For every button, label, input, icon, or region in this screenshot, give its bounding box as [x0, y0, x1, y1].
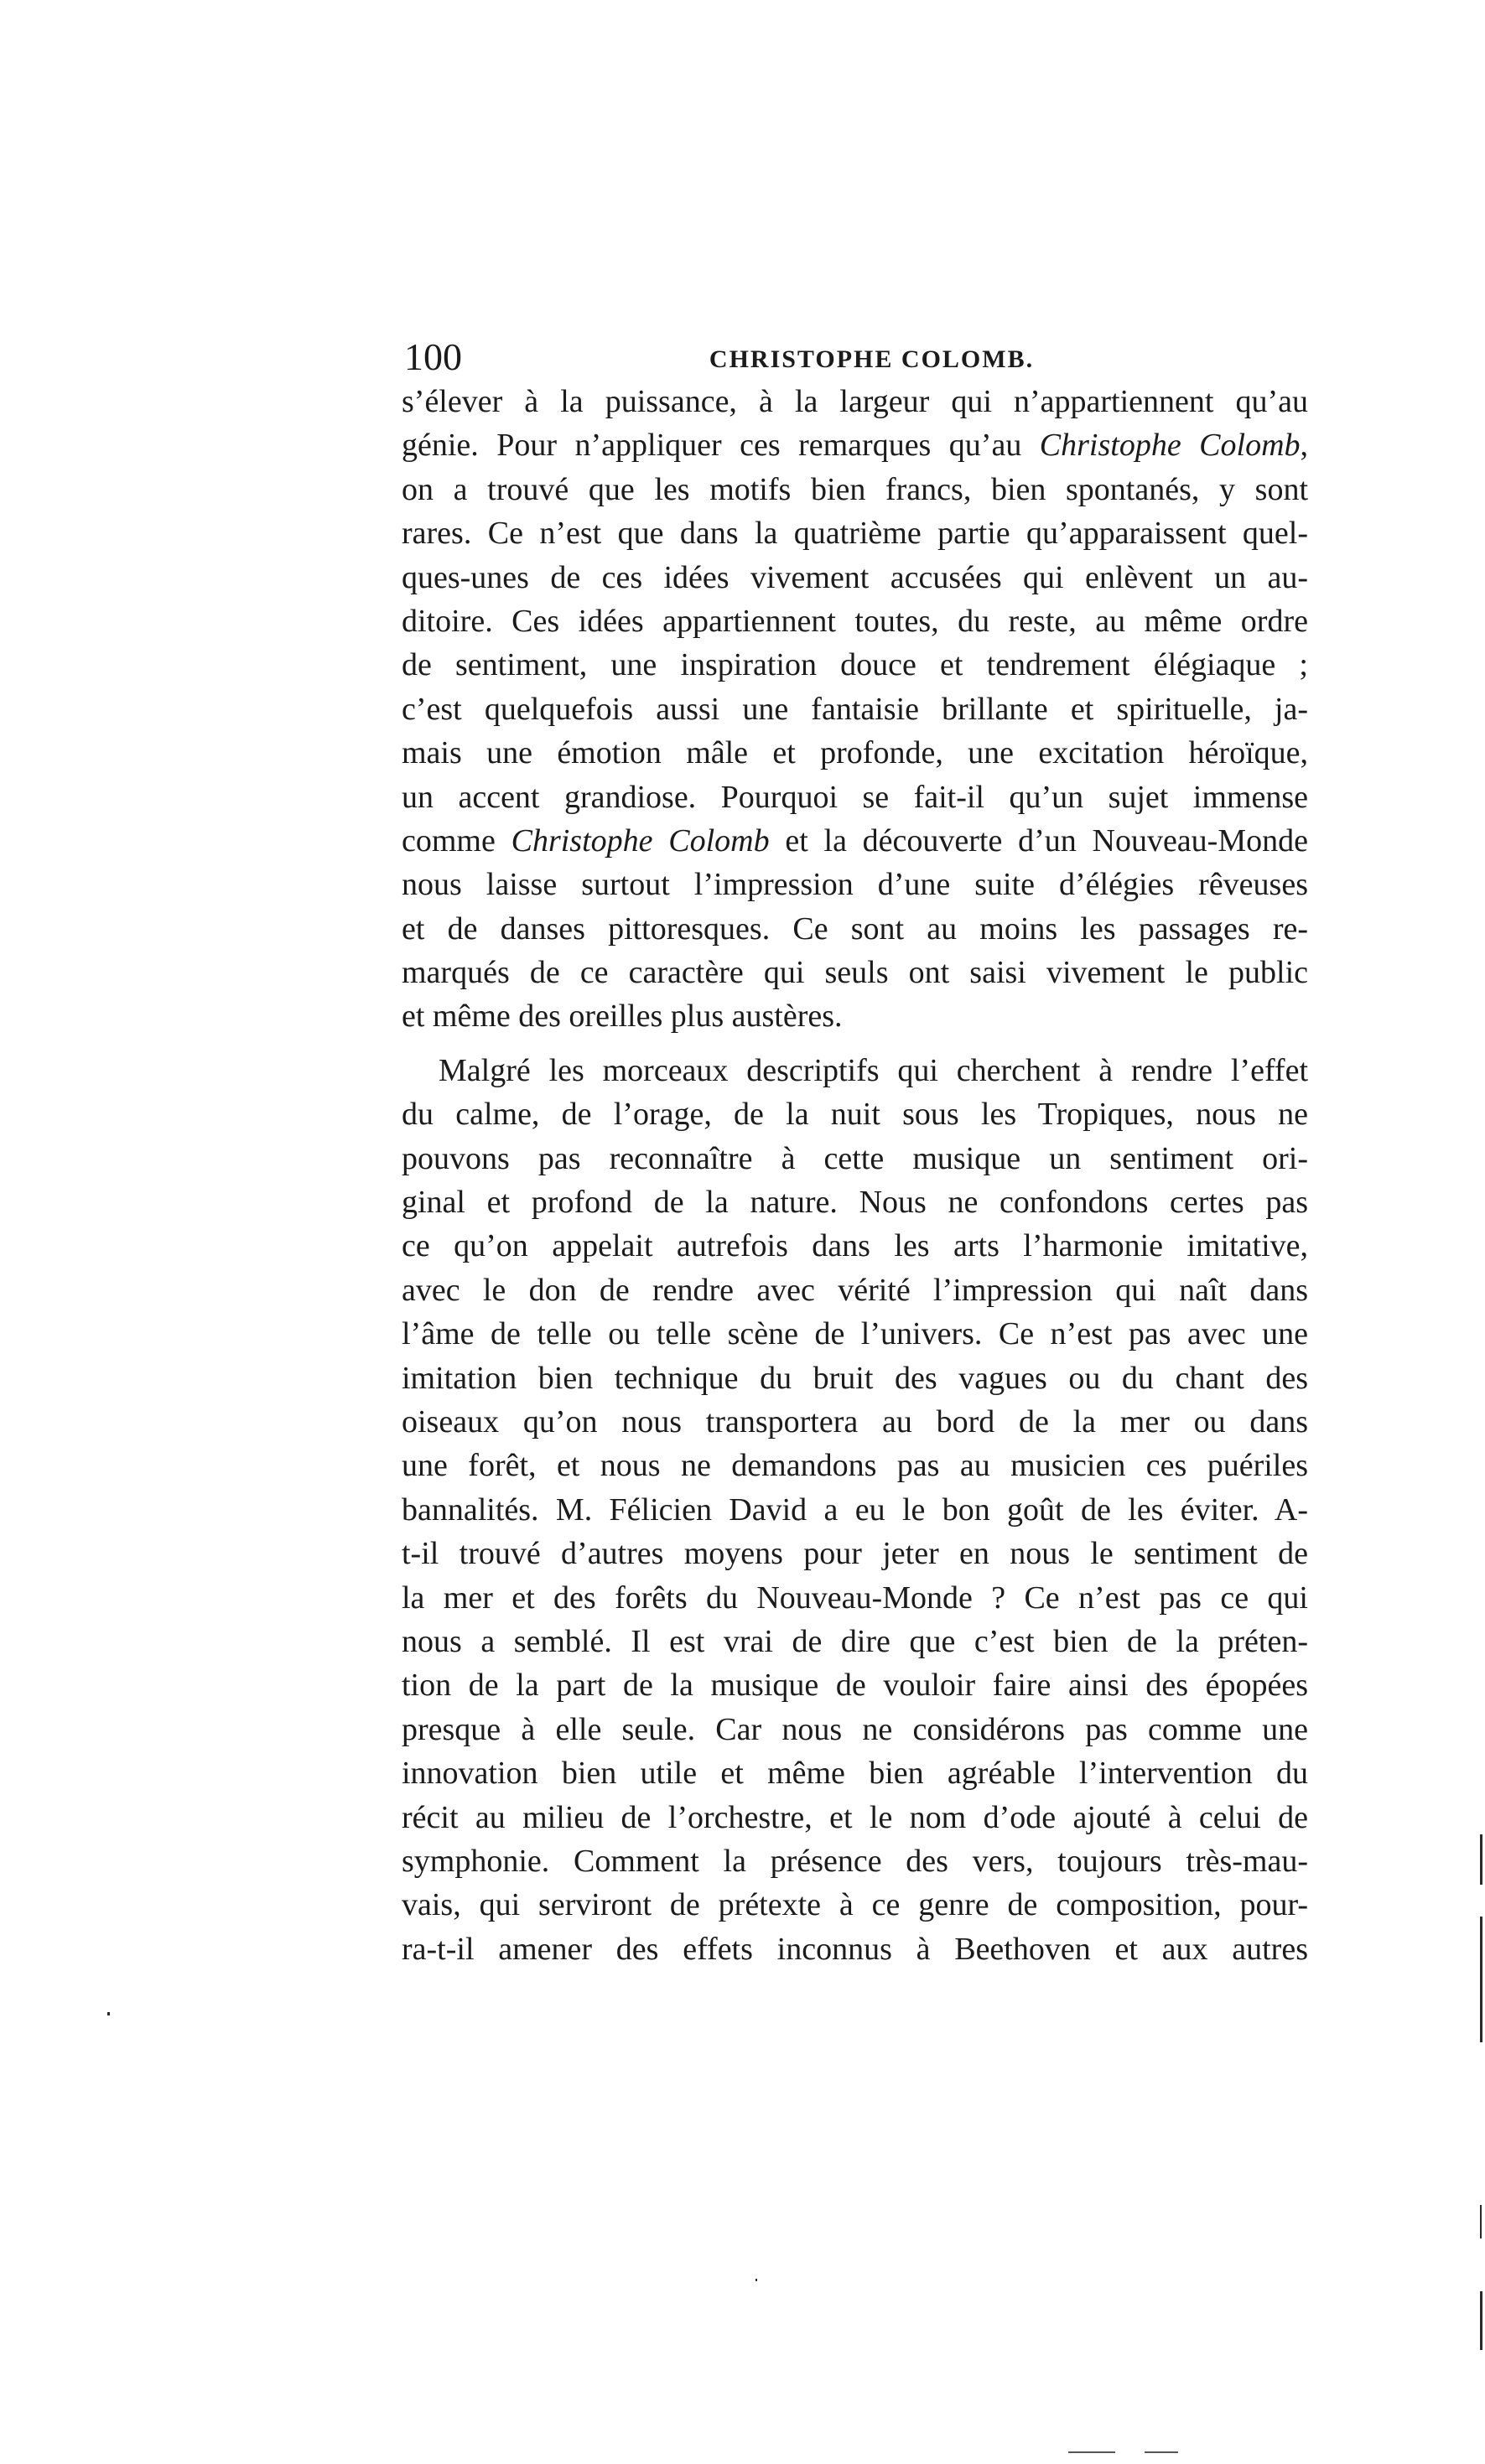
text-line: s’élever à la puissance, à la largeur qui n’appartiennent qu’au [402, 384, 1308, 419]
scan-mark [1480, 1834, 1482, 1885]
text-line: la mer et des forêts du Nouveau-Monde ? Ce n’est pas ce qui [402, 1580, 1308, 1616]
scan-dash [1145, 2451, 1178, 2453]
text-line: nous laisse surtout l’impression d’une suite d’élégies rêveuses [402, 867, 1308, 903]
paragraph-1 [402, 380, 1308, 1039]
text-line: et même des oreilles plus austères. [402, 999, 843, 1035]
text-line: et de danses pittoresques. Ce sont au moins les passages re- [402, 910, 1308, 947]
body-text [402, 380, 1308, 1971]
scan-mark [1480, 2205, 1482, 2238]
text-line: avec le don de rendre avec vérité l’impression qui naît dans [402, 1272, 1308, 1308]
text-line: bannalités. M. Félicien David a eu le bon goût de les éviter. A- [402, 1491, 1308, 1528]
text-line: ques-unes de ces idées vivement accusées qui enlèvent un au- [402, 559, 1308, 595]
text-line: presque à elle seule. Car nous ne considérons pas comme une [402, 1711, 1308, 1747]
paragraph-2 [402, 1049, 1308, 1971]
text-line: symphonie. Comment la présence des vers, toujours très-mau- [402, 1843, 1308, 1879]
text-line: innovation bien utile et même bien agréable l’intervention du [402, 1756, 1308, 1792]
text-line: tion de la part de la musique de vouloir faire ainsi des épopées [402, 1668, 1308, 1704]
scan-dot [755, 2279, 757, 2281]
text-line: mais une émotion mâle et profonde, une excitation héroïque, [402, 735, 1308, 771]
page-number: 100 [404, 335, 462, 378]
scan-mark [1480, 2291, 1482, 2350]
scan-mark [1480, 1917, 1482, 2042]
text-line: oiseaux qu’on nous transportera au bord de la mer ou dans [402, 1403, 1308, 1439]
text-line: une forêt, et nous ne demandons pas au musicien ces puériles [402, 1448, 1308, 1484]
text-line: un accent grandiose. Pourquoi se fait-il qu’un sujet immense [402, 779, 1308, 815]
text-line: ginal et profond de la nature. Nous ne confondons certes pas [402, 1185, 1308, 1221]
text-line: ditoire. Ces idées appartiennent toutes, du reste, au même ordre [402, 603, 1308, 639]
text-line: l’âme de telle ou telle scène de l’univers. Ce n’est pas avec une [402, 1316, 1308, 1352]
text-line: rares. Ce n’est que dans la quatrième partie qu’apparaissent quel- [402, 516, 1308, 552]
text-line: nous a semblé. Il est vrai de dire que c’est bien de la préten- [402, 1623, 1308, 1659]
text-line: vais, qui serviront de prétexte à ce genre de composition, pour- [402, 1887, 1308, 1923]
text-line: Malgré les morceaux descriptifs qui cherchent à rendre l’effet [439, 1052, 1308, 1088]
running-title: CHRISTOPHE COLOMB. [709, 345, 1035, 373]
text-line: c’est quelquefois aussi une fantaisie brillante et spirituelle, ja- [402, 691, 1308, 727]
scan-dash [1068, 2451, 1115, 2453]
text-line: génie. Pour n’appliquer ces remarques qu’au Christophe Colomb, [402, 428, 1308, 464]
text-line: de sentiment, une inspiration douce et tendrement élégiaque ; [402, 647, 1308, 683]
text-line: pouvons pas reconnaître à cette musique un sentiment ori- [402, 1140, 1308, 1176]
text-line: marqués de ce caractère qui seuls ont saisi vivement le public [402, 955, 1308, 991]
text-line: t-il trouvé d’autres moyens pour jeter en nous le sentiment de [402, 1536, 1308, 1572]
text-line: imitation bien technique du bruit des vagues ou du chant des [402, 1360, 1308, 1396]
scan-dot [107, 2012, 110, 2015]
text-line: ra-t-il amener des effets inconnus à Beethoven et aux autres [402, 1931, 1308, 1967]
text-line: on a trouvé que les motifs bien francs, bien spontanés, y sont [402, 471, 1308, 507]
paragraph-gap [402, 1039, 1308, 1049]
text-line: comme Christophe Colomb et la découverte d’un Nouveau-Monde [402, 822, 1308, 859]
text-line: récit au milieu de l’orchestre, et le nom d’ode ajouté à celui de [402, 1799, 1308, 1835]
text-line: ce qu’on appelait autrefois dans les arts l’harmonie imitative, [402, 1228, 1308, 1264]
text-line: du calme, de l’orage, de la nuit sous les Tropiques, nous ne [402, 1097, 1308, 1133]
